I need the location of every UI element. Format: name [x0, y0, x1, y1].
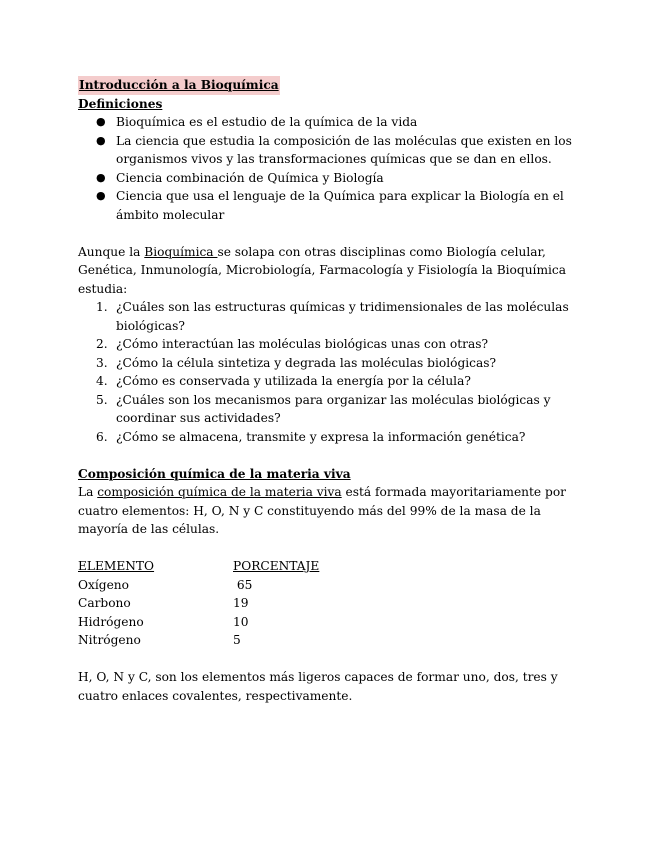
- definiciones-heading: Definiciones: [78, 96, 163, 111]
- bullet-icon: ●: [96, 133, 106, 147]
- document-title: Introducción a la Bioquímica: [78, 76, 280, 95]
- list-item: ● Ciencia combinación de Química y Biología: [78, 169, 578, 188]
- column-header-porcentaje: PORCENTAJE: [233, 559, 320, 573]
- closing-paragraph: H, O, N y C, son los elementos más ligeros capaces de formar uno, dos, tres y cuatro enlaces covalentes, respectivamente.: [78, 670, 558, 703]
- list-item: 6. ¿Cómo se almacena, transmite y expresa la información genética?: [96, 429, 526, 444]
- table-row: Hidrógeno 10: [78, 614, 249, 629]
- intro-paragraph: Aunque la Bioquímica se solapa con otras disciplinas como Biología celular, Genética, Inmunología, Microbiología, Farmacología y Fisiología la Bioquímica estudia:: [78, 244, 566, 296]
- table-row: Carbono 19: [78, 596, 249, 610]
- composicion-heading: Composición química de la materia viva: [78, 466, 351, 481]
- bullet-icon: ●: [96, 189, 106, 202]
- questions-list: [78, 298, 578, 446]
- document-page: [78, 76, 578, 705]
- list-item: 3. ¿Cómo la célula sintetiza y degrada las moléculas biológicas?: [96, 355, 497, 370]
- table-row: Nitrógeno 5: [78, 633, 241, 647]
- composicion-paragraph: La composición química de la materia viva está formada mayoritariamente por cuatro elementos: H, O, N y C constituyendo más del 99% de la masa de la mayoría de las células.: [78, 485, 566, 536]
- list-item: 5. ¿Cuáles son los mecanismos para organizar las moléculas biológicas y coordinar sus actividades?: [96, 392, 551, 425]
- table-header-row: [78, 557, 319, 576]
- list-item: 2. ¿Cómo interactúan las moléculas biológicas unas con otras?: [96, 337, 489, 351]
- list-item: ● Bioquímica es el estudio de la química de la vida: [78, 113, 578, 132]
- list-item: ● La ciencia que estudia la composición de las moléculas que existen en los organismos vivos y las transformaciones químicas que se dan en ellos.: [96, 133, 572, 166]
- column-header-elemento: ELEMENTO: [78, 559, 155, 573]
- definiciones-list: [78, 113, 578, 224]
- list-item: 1. ¿Cuáles son las estructuras químicas y tridimensionales de las moléculas biológicas?: [96, 300, 569, 333]
- table-row: Oxígeno 65: [78, 577, 253, 592]
- bullet-icon: ●: [96, 170, 106, 184]
- composicion-link[interactable]: composición química de la materia viva: [97, 485, 342, 499]
- list-item: ● Ciencia que usa el lenguaje de la Química para explicar la Biología en el ámbito molecular: [96, 189, 564, 222]
- bioquimica-link[interactable]: Bioquímica: [144, 244, 218, 259]
- list-item: 4. ¿Cómo es conservada y utilizada la energía por la célula?: [96, 374, 471, 388]
- elements-table: [78, 557, 319, 650]
- bullet-icon: ●: [96, 115, 106, 128]
